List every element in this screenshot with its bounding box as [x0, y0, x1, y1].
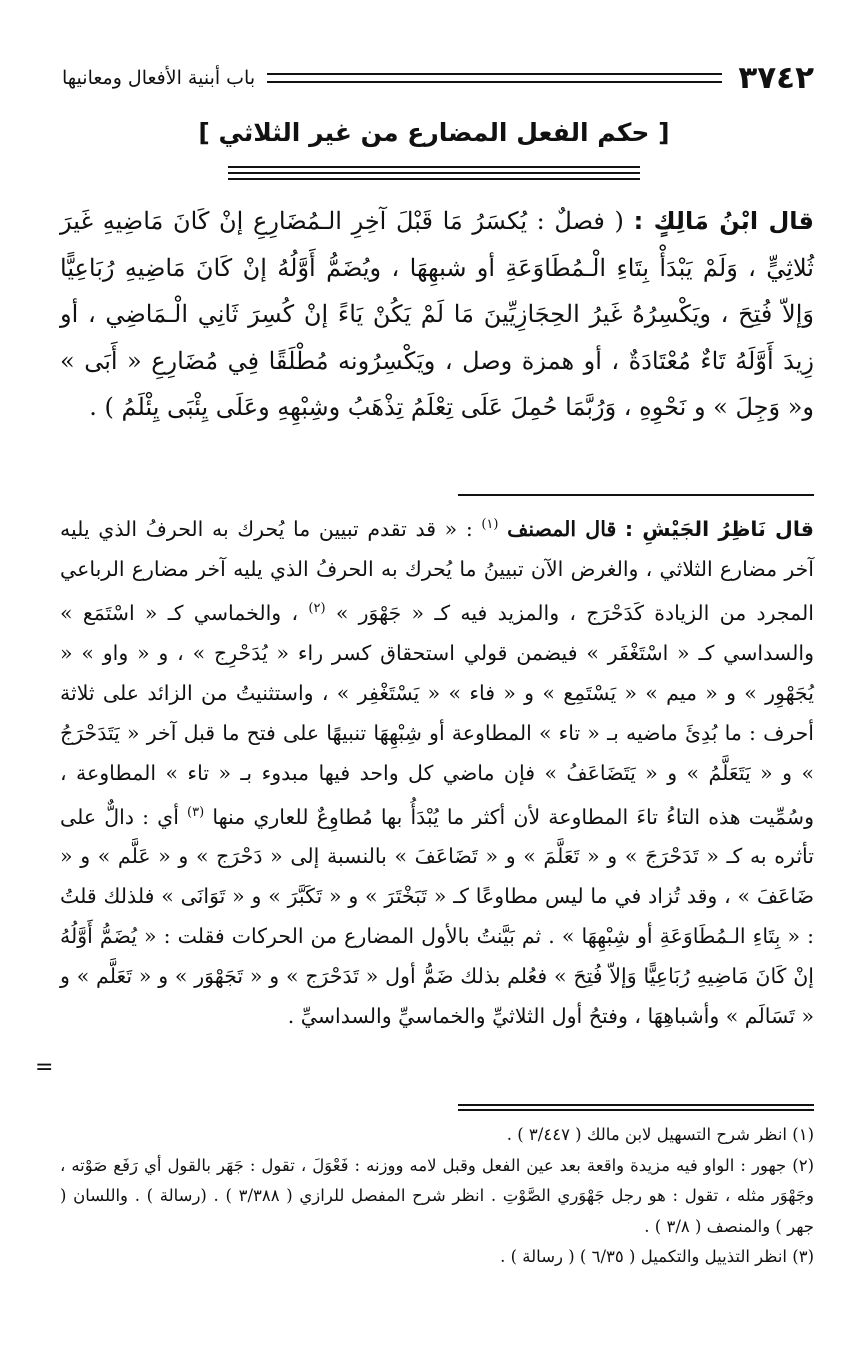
header-rule: [267, 73, 722, 83]
matn-speaker: قال ابْنُ مَالِكٍ :: [633, 207, 814, 235]
title-rule: [228, 166, 640, 168]
sharh-text: أي : دالٌّ على تأثره به كـ « تَدَحْرَجَ » و « تَعَلَّمَ » و « تَضَاعَفَ » بالنسبة إلى « دَحْرَج » و « عَلَّم » و « ضَاعَفَ » ، وقد تُزاد في ما ليس مطاوعًا كـ « تَبَخْتَرَ » و « تَكَبَّرَ » و « تَوَانَى » فلذلك قلتُ : « بِتَاءِ الـمُطَاوَعَةِ أو شِبْهِهَا » . ثم بَيَّنتُ بالأول المضارع من الحركات فقلت : « يُضَمُّ أَوَّلُهُ إنْ كَانَ مَاضِيهِ رُبَاعِيًّا وَإلاّ فُتِحَ » فعُلم بذلك ضَمُّ أول « تَدَحْرَج » و « تَجَهْوَر » و « تَعَلَّم » و « تَسَالَم » وأشباهِهَا ، وفتحُ أول الثلاثيِّ والخماسيِّ والسداسيِّ .: [60, 804, 814, 1029]
footnote: (٣) انظر التذييل والتكميل ( ٦/٣٥ ) ( رسالة ) .: [500, 1247, 814, 1266]
footnote-marker: (١): [481, 517, 499, 532]
page-number: ٣٧٤٢: [738, 60, 814, 96]
footnote: (٢) جهور : الواو فيه مزيدة واقعة بعد عين الفعل وقبل لامه ووزنه : فَعْوَلَ ، تقول : جَهَر بالقول أي رَفَع صَوْته ، وجَهْوَر مثله ، تقول : هو رجل جَهْوَري الصَّوْتِ . انظر شرح المفصل للرازي ( ٣/٣٨٨ ) . (رسالة ) . واللسان ( جهر ) والمنصف ( ٣/٨ ) .: [60, 1155, 814, 1236]
sharh-text: ، والخماسي كـ « اسْتَمَع » والسداسي كـ « اسْتَغْفَر » فيضمن قولي استحقاق كسر راء « يُدَحْرِج » ، و « واو » « يُجَهْوِر » و « ميم » « يَسْتَمِع » و « فاء » « يَسْتَغْفِر » ، واستثنيتُ من الزائد على ثلاثة أحرف : ما بُدِئَ ماضيه بـ « تاء » المطاوعة أو شِبْهِهَا تنبيهًا على فتح ما قبل آخر « يَتَدَحْرَجُ » و « يَتَعَلَّمُ » و « يَتَضَاعَفُ » فإن ماضي كل واحد فيها مبدوء بـ « تاء » المطاوعة ، وسُمِّيت هذه التاءُ تاءَ المطاوعة لأن أكثر ما يُبْدَأُ بها مُطاوِعٌ للعاري منها: [60, 600, 814, 829]
footnote-marker: (٣): [187, 804, 205, 820]
title-rule: [228, 178, 640, 180]
footnotes: [60, 1120, 814, 1273]
footnote-marker: (٢): [308, 600, 326, 616]
matn-text: ( فصلٌ : يُكسَرُ مَا قَبْلَ آخِرِ الـمُضَارِعِ إنْ كَانَ مَاضِيهِ غَيرَ ثُلاثِيٍّ ، وَلَمْ يَبْدَأْ بِتَاءِ الْـمُطَاوَعَةِ أو شبهِهَا ، ويُضَمُّ أَوَّلُهُ إنْ كَانَ مَاضِيهِ رُبَاعِيًّا وَإلاّ فُتِحَ ، ويَكْسِرُهُ غَيرُ الحِجَازِيِّينَ مَا لَمْ يَكُنْ يَاءً إنْ كُسِرَ ثَانِي الْـمَاضِي ، أو زِيدَ أَوَّلَهُ تَاءٌ مُعْتَادَةٌ ، أو همزة وصل ، ويَكْسِرُونه مُطْلَقًا فِي مُضَارِعِ « أَبَى » و« وَجِلَ » و نَحْوِهِ ، وَرُبَّمَا حُمِلَ عَلَى تِعْلَمُ تِذْهَبُ وشِبْهِهِ وعَلَى يِئْبَى يِئْلَمُ ) .: [60, 207, 814, 421]
sharh-text-block: [60, 505, 814, 1036]
title-rule: [228, 172, 640, 174]
section-divider: [458, 494, 814, 496]
margin-mark: =: [35, 1055, 54, 1080]
sharh-text: : « قد تقدم تبيين ما يُحرك به الحرفُ الذي يليه آخر مضارع الثلاثي ، والغرض الآن تبيينُ ما يُحرك به الحرفُ الذي يليه آخر مضارع الرباعي المجرد من الزيادة كَدَحْرَج ، والمزيد فيه كـ « جَهْوَر »: [60, 516, 814, 625]
footnote-divider: [458, 1104, 814, 1111]
section-title: [ حكم الفعل المضارع من غير الثلاثي ]: [198, 118, 670, 147]
footnote: (١) انظر شرح التسهيل لابن مالك ( ٣/٤٤٧ ) .: [506, 1125, 814, 1144]
author-label: قال المصنف: [507, 516, 617, 541]
page-header: [62, 56, 814, 100]
sharh-speaker: قال نَاظِرُ الجَيْشِ :: [624, 516, 814, 541]
running-title: باب أبنية الأفعال ومعانيها: [62, 67, 256, 89]
matn-text-block: [60, 198, 814, 431]
